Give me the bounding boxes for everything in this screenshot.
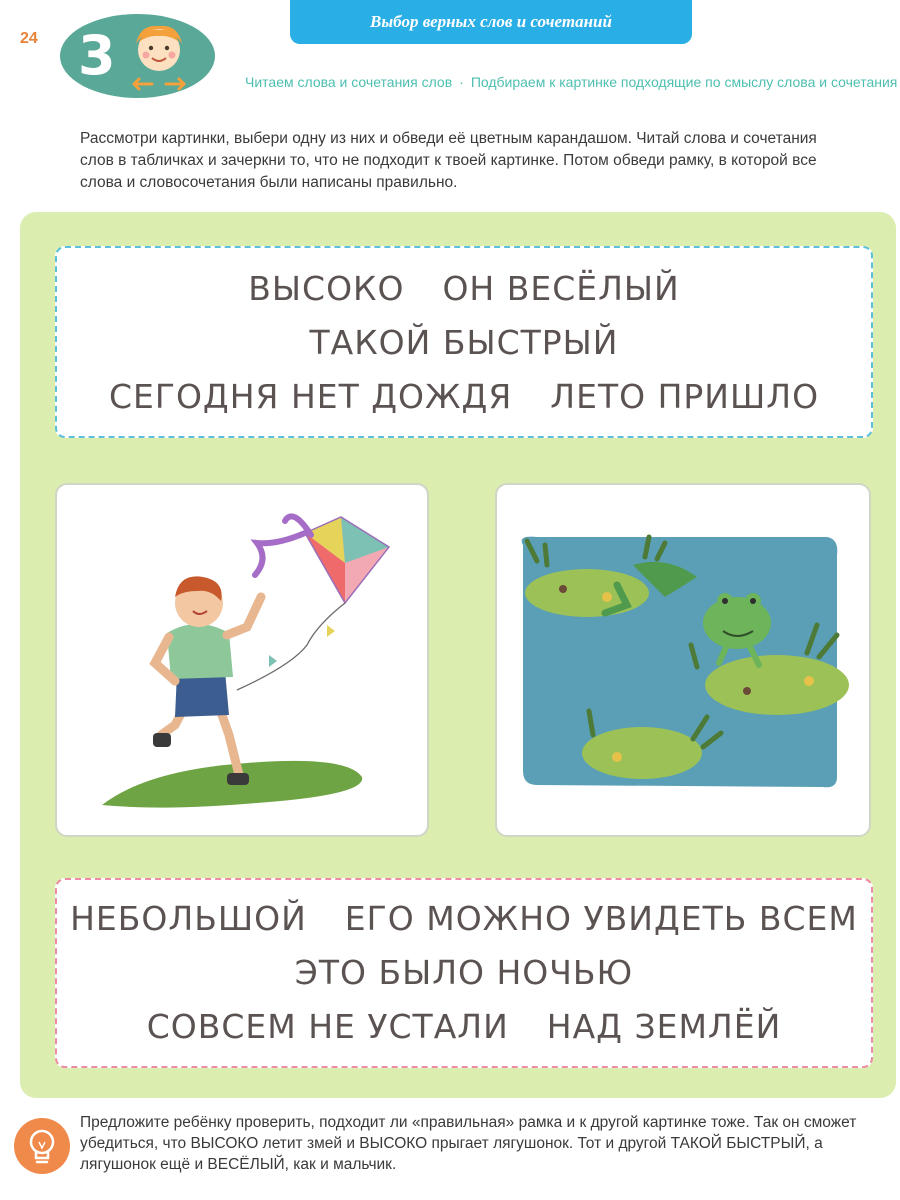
subtitle-reading: Читаем слова и сочетания слов	[245, 74, 453, 90]
frame-line	[57, 1000, 871, 1054]
word-frame-top[interactable]	[55, 246, 873, 438]
parent-tip-text: Предложите ребёнку проверить, подходит ли «правильная» рамка и к другой картинке тоже. Так он сможет убедиться, что ВЫСОКО летит змей и ВЫСОКО прыгает лягушонок. Тот и другой ТАКОЙ БЫСТРЫЙ, а лягушонок ещё и ВЕСЁЛЫЙ, как и мальчик.	[80, 1114, 857, 1173]
boy-with-kite-illustration	[57, 485, 427, 835]
phrase: ТАКОЙ БЫСТРЫЙ	[309, 323, 619, 362]
frame-line	[57, 262, 871, 316]
frog-in-pond-illustration	[497, 485, 869, 835]
phrase: ОН ВЕСЁЛЫЙ	[442, 269, 680, 308]
picture-frog-in-pond[interactable]	[495, 483, 871, 837]
phrase: ЭТО БЫЛО НОЧЬЮ	[294, 953, 634, 992]
phrase: СЕГОДНЯ НЕТ ДОЖДЯ	[108, 377, 513, 416]
phrase: ЕГО МОЖНО УВИДЕТЬ ВСЕМ	[344, 899, 858, 938]
page-number: 24	[20, 30, 38, 47]
section-title-banner	[290, 0, 692, 44]
picture-boy-with-kite[interactable]	[55, 483, 429, 837]
phrase: НАД ЗЕМЛЁЙ	[546, 1007, 782, 1046]
phrase: ВЫСОКО	[248, 269, 405, 308]
task-number: 3	[78, 24, 116, 87]
subtitle	[245, 74, 898, 90]
lightbulb-icon	[14, 1118, 70, 1174]
word-frame-bottom[interactable]	[55, 878, 873, 1068]
subtitle-separator: ·	[459, 74, 464, 90]
tip-badge	[14, 1118, 70, 1174]
phrase: НЕБОЛЬШОЙ	[70, 899, 307, 938]
instruction-text: Рассмотри картинки, выбери одну из них и обведи её цветным карандашом. Читай слова и сочетания слов в табличках и зачеркни то, что не подходит к твоей картинке. Потом обведи рамку, в которой все слова и словосочетания были написаны правильно.	[80, 130, 817, 191]
phrase: СОВСЕМ НЕ УСТАЛИ	[146, 1007, 509, 1046]
task-badge	[60, 14, 215, 98]
frame-line	[57, 946, 871, 1000]
frame-line	[57, 892, 871, 946]
frame-line	[57, 370, 871, 424]
subtitle-matching: Подбираем к картинке подходящие по смыслу слова и сочетания	[470, 74, 898, 90]
smiley-boy-face-icon	[126, 18, 192, 94]
frame-line	[57, 316, 871, 370]
phrase: ЛЕТО ПРИШЛО	[550, 377, 820, 416]
section-title: Выбор верных слов и сочетаний	[370, 12, 612, 31]
